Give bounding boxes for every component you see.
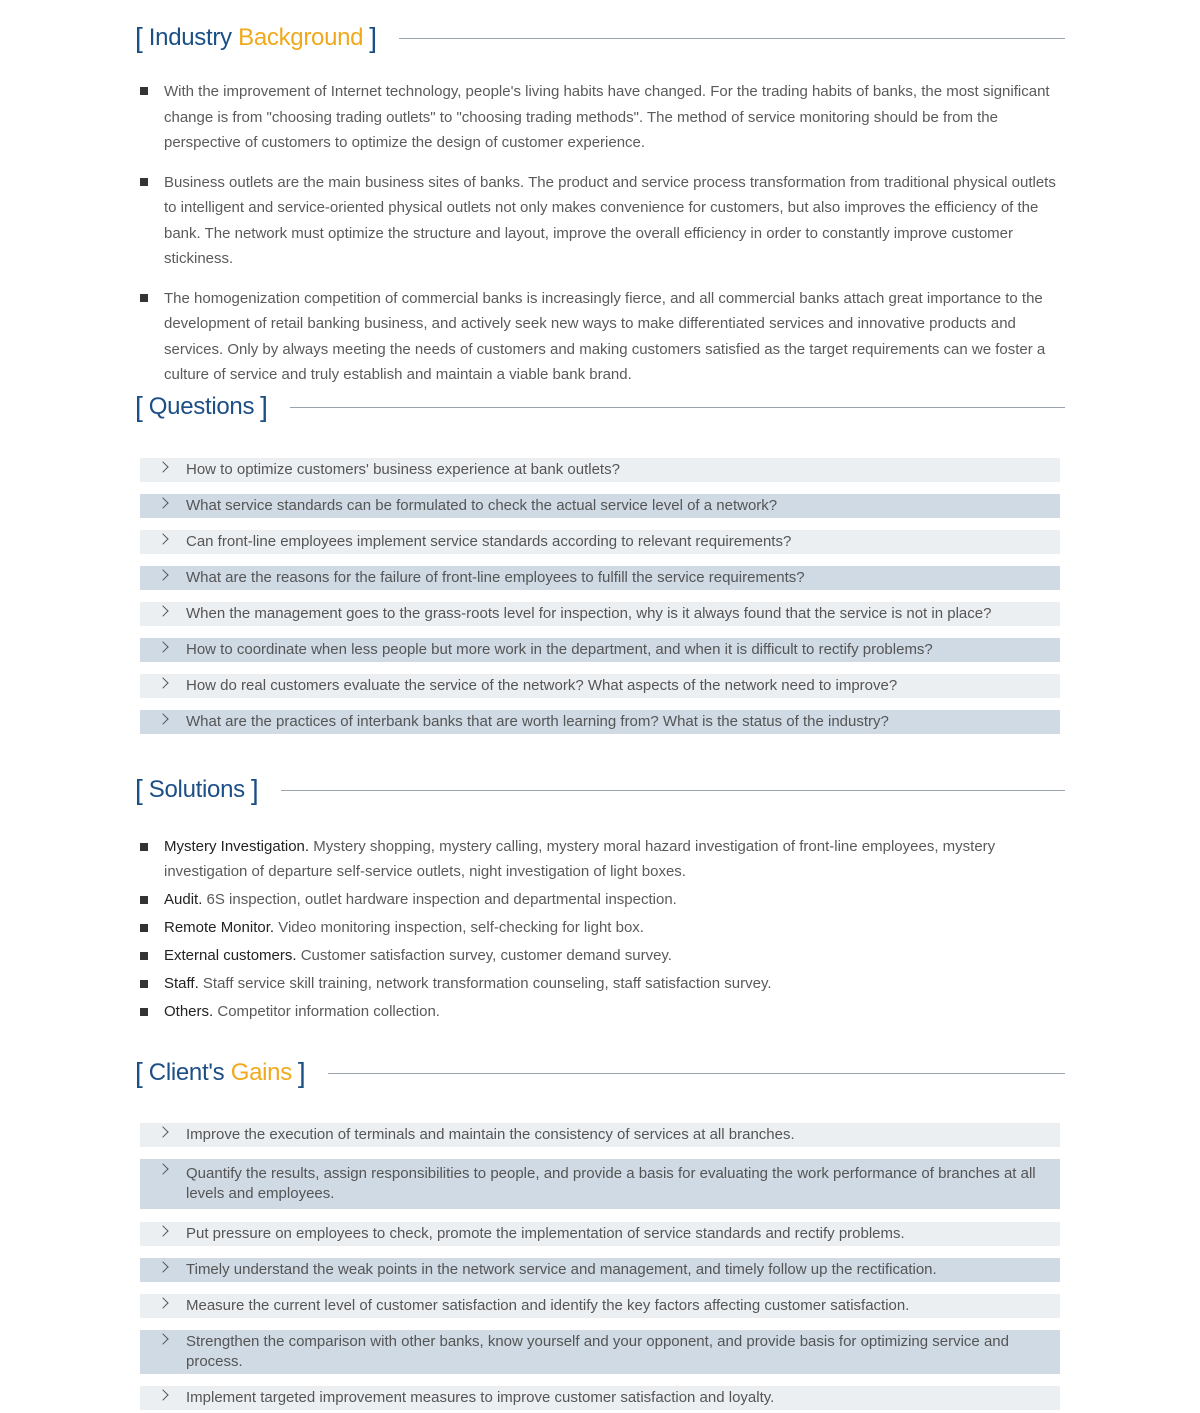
chevron-right-icon: [157, 1333, 168, 1344]
chevron-right-icon: [157, 497, 168, 508]
questions-list: [140, 458, 1060, 734]
bracket-open: [: [135, 22, 143, 53]
question-row: Can front-line employees implement service standards according to relevant requirements?: [140, 530, 1060, 554]
section-title: Client's Gains: [148, 1059, 292, 1086]
bracket-open: [: [135, 391, 143, 422]
chevron-right-icon: [157, 1261, 168, 1272]
gain-row: Measure the current level of customer satisfaction and identify the key factors affecting customer satisfaction.: [140, 1294, 1060, 1318]
bracket-open: [: [135, 774, 143, 805]
industry-background-heading: [135, 20, 1065, 56]
section-title: Solutions: [148, 776, 245, 803]
question-row: When the management goes to the grass-roots level for inspection, why is it always found that the service is not in place?: [140, 602, 1060, 626]
gain-row: Quantify the results, assign responsibilities to people, and provide a basis for evaluating the work performance of branches at all levels and employees.: [140, 1159, 1060, 1209]
divider-line: [328, 1073, 1065, 1074]
chevron-right-icon: [157, 1163, 168, 1174]
list-item: With the improvement of Internet technology, people's living habits have changed. For the trading habits of banks, the most significant change is from "choosing trading outlets" to "choosing trading methods". The method of service monitoring should be from the perspective of customers to optimize the design of customer experience.: [140, 79, 1065, 156]
gain-row: Strengthen the comparison with other banks, know yourself and your opponent, and provide basis for optimizing service and process.: [140, 1330, 1060, 1374]
list-item: Remote Monitor. Video monitoring inspection, self-checking for light box.: [140, 915, 1065, 940]
divider-line: [399, 38, 1065, 39]
chevron-right-icon: [157, 677, 168, 688]
bracket-open: [: [135, 1057, 143, 1088]
clients-gains-heading: [135, 1055, 1065, 1091]
question-row: What are the reasons for the failure of front-line employees to fulfill the service requirements?: [140, 566, 1060, 590]
bracket-close: ]: [369, 22, 378, 53]
list-item: The homogenization competition of commercial banks is increasingly fierce, and all commercial banks attach great importance to the development of retail banking business, and actively seek new ways to make differentiated services and innovative products and services. Only by always meeting the needs of customers and making customers satisfied as the target requirements can we foster a culture of service and truly establish and maintain a viable bank brand.: [140, 286, 1065, 388]
solutions-list: [140, 834, 1065, 1024]
chevron-right-icon: [157, 713, 168, 724]
gains-list: [140, 1123, 1060, 1410]
bracket-close: ]: [260, 391, 268, 422]
gain-row: Implement targeted improvement measures to improve customer satisfaction and loyalty.: [140, 1386, 1060, 1410]
divider-line: [281, 790, 1065, 791]
question-row: How to coordinate when less people but more work in the department, and when it is difficult to rectify problems?: [140, 638, 1060, 662]
list-item: External customers. Customer satisfaction survey, customer demand survey.: [140, 943, 1065, 968]
chevron-right-icon: [157, 461, 168, 472]
bracket-close: ]: [297, 1057, 306, 1088]
chevron-right-icon: [157, 1126, 168, 1137]
gain-row: Improve the execution of terminals and maintain the consistency of services at all branches.: [140, 1123, 1060, 1147]
chevron-right-icon: [157, 1225, 168, 1236]
chevron-right-icon: [157, 641, 168, 652]
list-item: Business outlets are the main business sites of banks. The product and service process transformation from traditional physical outlets to intelligent and service-oriented physical outlets not only makes convenience for customers, but also improves the efficiency of the bank. The network must optimize the structure and layout, improve the overall efficiency in order to constantly improve customer stickiness.: [140, 170, 1065, 272]
chevron-right-icon: [157, 533, 168, 544]
solutions-heading: [135, 772, 1065, 808]
industry-background-list: [140, 79, 1065, 388]
chevron-right-icon: [157, 1297, 168, 1308]
bracket-close: ]: [250, 774, 259, 805]
section-title: Industry Background: [148, 24, 364, 51]
divider-line: [290, 407, 1065, 408]
list-item: Mystery Investigation. Mystery shopping, mystery calling, mystery moral hazard investigation of front-line employees, mystery investigation of departure self-service outlets, night investigation of light boxes.: [140, 834, 1065, 884]
chevron-right-icon: [157, 569, 168, 580]
question-row: How do real customers evaluate the service of the network? What aspects of the network need to improve?: [140, 674, 1060, 698]
section-title: Questions: [148, 393, 255, 420]
list-item: Others. Competitor information collection.: [140, 999, 1065, 1024]
questions-heading: [135, 389, 1065, 425]
gain-row: Put pressure on employees to check, promote the implementation of service standards and rectify problems.: [140, 1222, 1060, 1246]
chevron-right-icon: [157, 1389, 168, 1400]
gain-row: Timely understand the weak points in the network service and management, and timely follow up the rectification.: [140, 1258, 1060, 1282]
list-item: Staff. Staff service skill training, network transformation counseling, staff satisfaction survey.: [140, 971, 1065, 996]
chevron-right-icon: [157, 605, 168, 616]
question-row: What service standards can be formulated to check the actual service level of a network?: [140, 494, 1060, 518]
question-row: What are the practices of interbank banks that are worth learning from? What is the status of the industry?: [140, 710, 1060, 734]
question-row: How to optimize customers' business experience at bank outlets?: [140, 458, 1060, 482]
list-item: Audit. 6S inspection, outlet hardware inspection and departmental inspection.: [140, 887, 1065, 912]
